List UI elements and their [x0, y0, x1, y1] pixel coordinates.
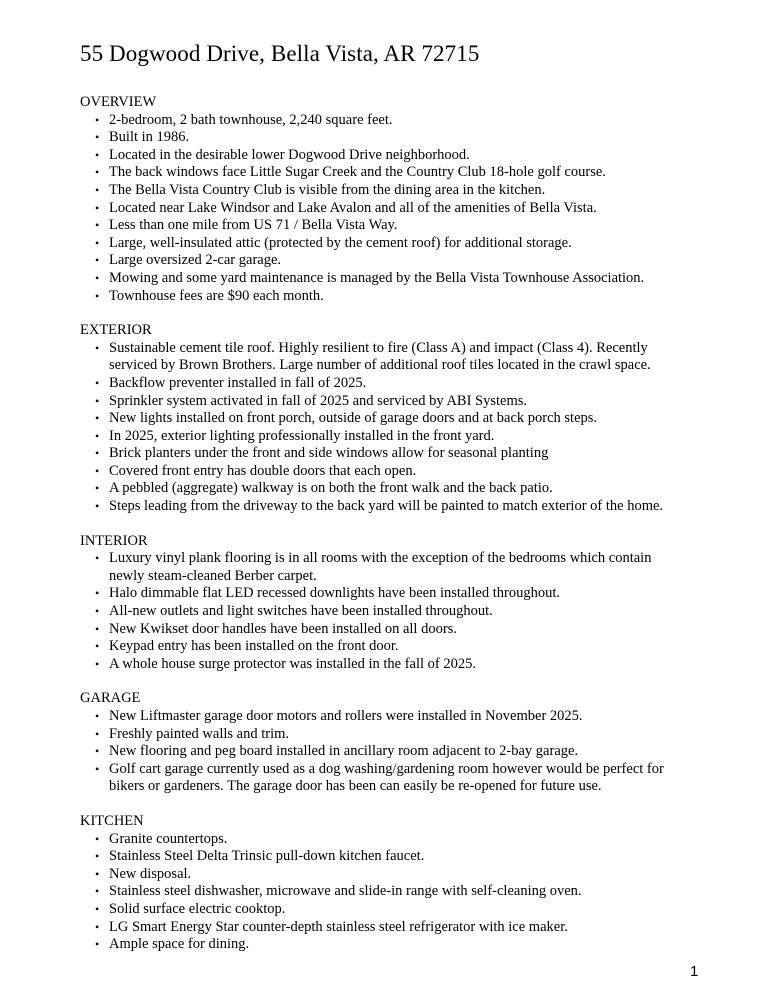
list-item-text: New lights installed on front porch, outside of garage doors and at back porch steps. — [109, 410, 598, 427]
list-item-text: New flooring and peg board installed in ancillary room adjacent to 2-bay garage. — [109, 743, 579, 760]
section-overview — [80, 94, 720, 305]
section-garage — [80, 690, 720, 796]
bullet-icon: • — [95, 428, 100, 443]
section-exterior — [80, 322, 720, 516]
bullet-icon: • — [95, 253, 100, 268]
list-item — [80, 428, 720, 446]
bullet-icon: • — [95, 147, 100, 162]
list-item-text: New Kwikset door handles have been installed on all doors. — [109, 620, 457, 637]
list-item-text: Located in the desirable lower Dogwood Drive neighborhood. — [109, 146, 470, 163]
list-item — [80, 445, 720, 463]
list-item-text: Mowing and some yard maintenance is managed by the Bella Vista Townhouse Association. — [109, 269, 645, 286]
list-item — [80, 866, 720, 884]
list-item — [80, 463, 720, 481]
bullet-icon: • — [95, 218, 100, 233]
bullet-icon: • — [95, 604, 100, 619]
list-item — [80, 498, 720, 516]
list-item-text: Stainless Steel Delta Trinsic pull-down kitchen faucet. — [109, 848, 425, 865]
section-heading: EXTERIOR — [80, 322, 152, 339]
bullet-list — [80, 708, 720, 796]
bullet-icon: • — [95, 656, 100, 671]
list-item — [80, 761, 720, 796]
list-item — [80, 480, 720, 498]
bullet-icon: • — [95, 831, 100, 846]
list-item — [80, 252, 720, 270]
page-title: 55 Dogwood Drive, Bella Vista, AR 72715 — [80, 41, 480, 66]
bullet-icon: • — [95, 884, 100, 899]
list-item-text: In 2025, exterior lighting professionally installed in the front yard. — [109, 427, 495, 444]
bullet-icon: • — [95, 761, 100, 776]
list-item-text: 2-bedroom, 2 bath townhouse, 2,240 square feet. — [109, 111, 393, 128]
list-item-text: Granite countertops. — [109, 830, 228, 847]
list-item — [80, 883, 720, 901]
list-item-text: The back windows face Little Sugar Creek and the Country Club 18-hole golf course. — [109, 164, 606, 181]
list-item — [80, 726, 720, 744]
list-item — [80, 340, 720, 375]
bullet-list — [80, 550, 720, 673]
list-item — [80, 621, 720, 639]
list-item-text: A pebbled (aggregate) walkway is on both the front walk and the back patio. — [109, 480, 553, 497]
bullet-icon: • — [95, 849, 100, 864]
list-item-text: Steps leading from the driveway to the back yard will be painted to match exterior of the home. — [109, 498, 664, 515]
list-item-text: Luxury vinyl plank flooring is in all rooms with the exception of the bedrooms which contain newly steam-cleaned Berber carpet. — [109, 550, 652, 584]
bullet-icon: • — [95, 937, 100, 952]
bullet-icon: • — [95, 866, 100, 881]
list-item — [80, 147, 720, 165]
list-item-text: New Liftmaster garage door motors and rollers were installed in November 2025. — [109, 708, 583, 724]
list-item-text: Backflow preventer installed in fall of 2025. — [109, 374, 367, 391]
list-item — [80, 288, 720, 306]
bullet-icon: • — [95, 340, 100, 355]
list-item — [80, 656, 720, 674]
list-item — [80, 217, 720, 235]
bullet-icon: • — [95, 551, 100, 566]
list-item-text: The Bella Vista Country Club is visible from the dining area in the kitchen. — [109, 181, 546, 198]
list-item-text: Large oversized 2-car garage. — [109, 252, 282, 269]
bullet-icon: • — [95, 182, 100, 197]
section-heading: KITCHEN — [80, 812, 144, 829]
list-item — [80, 112, 720, 130]
list-item-text: A whole house surge protector was installed in the fall of 2025. — [109, 655, 476, 672]
list-item — [80, 182, 720, 200]
bullet-icon: • — [95, 919, 100, 934]
section-interior — [80, 533, 720, 674]
bullet-icon: • — [95, 112, 100, 127]
list-item — [80, 200, 720, 218]
bullet-icon: • — [95, 130, 100, 145]
bullet-icon: • — [95, 744, 100, 759]
list-item — [80, 393, 720, 411]
list-item — [80, 901, 720, 919]
list-item-text: Freshly painted walls and trim. — [109, 725, 290, 742]
bullet-icon: • — [95, 709, 100, 723]
list-item-text: Stainless steel dishwasher, microwave and slide-in range with self-cleaning oven. — [109, 883, 582, 900]
list-item — [80, 936, 720, 954]
bullet-list — [80, 340, 720, 516]
list-item — [80, 831, 720, 849]
list-item-text: All-new outlets and light switches have been installed throughout. — [109, 603, 493, 620]
list-item-text: Built in 1986. — [109, 129, 190, 146]
list-item-text: Solid surface electric cooktop. — [109, 900, 286, 917]
list-item-text: Large, well-insulated attic (protected by the cement roof) for additional storage. — [109, 234, 572, 251]
bullet-icon: • — [95, 639, 100, 654]
list-item — [80, 375, 720, 393]
list-item — [80, 129, 720, 147]
list-item-text: Townhouse fees are $90 each month. — [109, 287, 324, 304]
list-item — [80, 410, 720, 428]
list-item — [80, 164, 720, 182]
section-heading: OVERVIEW — [80, 94, 157, 110]
list-item-text: Located near Lake Windsor and Lake Avalon and all of the amenities of Bella Vista. — [109, 199, 597, 216]
bullet-icon: • — [95, 375, 100, 390]
bullet-icon: • — [95, 499, 100, 514]
list-item — [80, 585, 720, 603]
list-item-text: Covered front entry has double doors that each open. — [109, 462, 417, 479]
bullet-icon: • — [95, 586, 100, 601]
section-heading: GARAGE — [80, 690, 141, 707]
bullet-icon: • — [95, 165, 100, 180]
list-item-text: New disposal. — [109, 865, 192, 882]
list-item-text: Golf cart garage currently used as a dog washing/gardening room however would be perfect for bikers or gardeners. The garage door has been can easily be re-opened for future use. — [109, 760, 664, 795]
list-item-text: Brick planters under the front and side windows allow for seasonal planting — [109, 445, 549, 462]
list-item-text: Keypad entry has been installed on the front door. — [109, 638, 399, 655]
bullet-icon: • — [95, 463, 100, 478]
list-item-text: Halo dimmable flat LED recessed downlights have been installed throughout. — [109, 585, 560, 602]
list-item — [80, 743, 720, 761]
bullet-icon: • — [95, 288, 100, 303]
document-page — [80, 38, 720, 971]
list-item — [80, 848, 720, 866]
list-item — [80, 603, 720, 621]
section-heading: INTERIOR — [80, 532, 148, 549]
section-kitchen — [80, 813, 720, 954]
list-item-text: LG Smart Energy Star counter-depth stainless steel refrigerator with ice maker. — [109, 918, 568, 935]
bullet-icon: • — [95, 270, 100, 285]
list-item — [80, 550, 720, 585]
list-item — [80, 235, 720, 253]
bullet-list — [80, 831, 720, 954]
list-item-text: Ample space for dining. — [109, 936, 250, 953]
bullet-list — [80, 112, 720, 306]
list-item — [80, 638, 720, 656]
page-number: 1 — [690, 963, 699, 980]
list-item — [80, 270, 720, 288]
list-item — [80, 708, 720, 726]
bullet-icon: • — [95, 446, 100, 461]
bullet-icon: • — [95, 411, 100, 426]
bullet-icon: • — [95, 200, 100, 215]
bullet-icon: • — [95, 235, 100, 250]
list-item — [80, 919, 720, 937]
list-item-text: Sprinkler system activated in fall of 2025 and serviced by ABI Systems. — [109, 392, 528, 409]
bullet-icon: • — [95, 621, 100, 636]
list-item-text: Less than one mile from US 71 / Bella Vista Way. — [109, 217, 398, 234]
bullet-icon: • — [95, 481, 100, 496]
bullet-icon: • — [95, 901, 100, 916]
bullet-icon: • — [95, 726, 100, 741]
bullet-icon: • — [95, 393, 100, 408]
list-item-text: Sustainable cement tile roof. Highly resilient to fire (Class A) and impact (Class 4). Recently serviced by Brown Brothers. Large number of additional roof tiles located in the crawl space. — [109, 339, 651, 374]
